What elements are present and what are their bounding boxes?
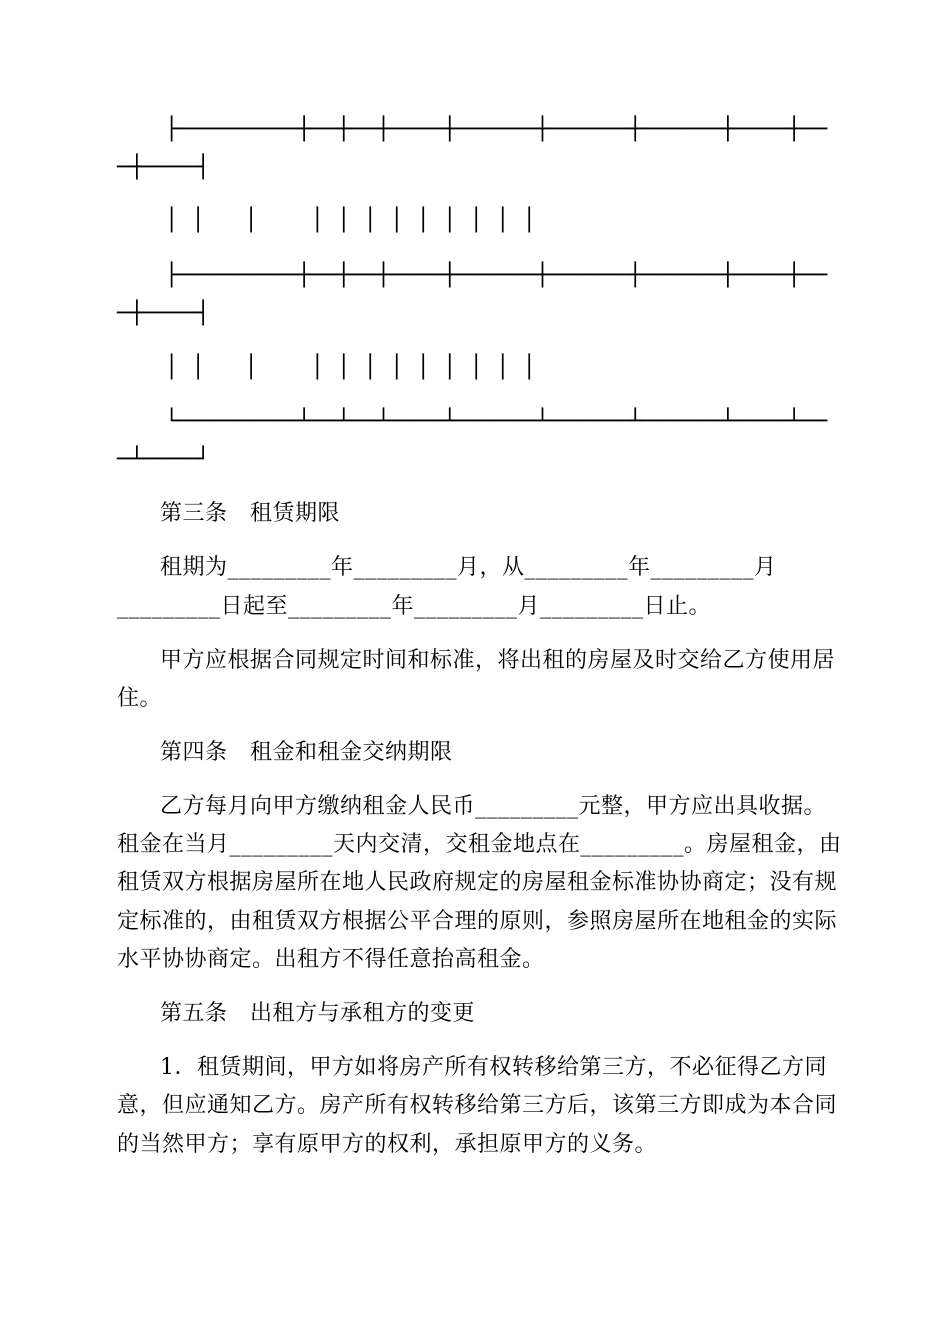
article3-term-line2: _________日起至_________年_________月_________日止。 <box>117 594 712 619</box>
article4-line1: 乙方每月向甲方缴纳租金人民币_________元整，甲方应出具收据。 <box>160 794 827 819</box>
article5-item1-line1: 1．租赁期间，甲方如将房产所有权转移给第三方，不必征得乙方同 <box>160 1055 827 1080</box>
table-border-row1-b: ─┼────┤ <box>117 155 210 180</box>
table-border-row2-a: ├─────────┼──┼──┼────┼──────┼──────┼──────┼────┼── <box>165 263 828 288</box>
article4-heading: 第四条 租金和租金交纳期限 <box>160 740 453 765</box>
article3-term-line1: 租期为_________年_________月，从_________年_________月 <box>160 555 777 580</box>
article5-item1-line3: 的当然甲方；享有原甲方的权利，承担原甲方的义务。 <box>117 1132 658 1157</box>
article5-heading: 第五条 出租方与承租方的变更 <box>160 1001 476 1026</box>
table-border-row2-b: ─┼────┤ <box>117 301 210 326</box>
article3-heading: 第三条 租赁期限 <box>160 501 341 526</box>
article4-line5: 水平协协商定。出租方不得任意抬高租金。 <box>117 947 545 972</box>
article3-handover-line2: 住。 <box>117 686 163 711</box>
article4-line4: 定标准的，由租赁双方根据公平合理的原则，参照房屋所在地租金的实际 <box>117 909 838 934</box>
article5-item1-line2: 意，但应通知乙方。房产所有权转移给第三方后，该第三方即成为本合同 <box>117 1093 838 1118</box>
table-cells-row2: │ │ │ │ │ │ │ │ │ │ │ │ <box>165 355 536 380</box>
table-border-row1-a: ├─────────┼──┼──┼────┼──────┼──────┼──────┼────┼── <box>165 117 828 142</box>
table-border-bottom-b: ─┴────┘ <box>117 447 210 472</box>
article3-handover-line1: 甲方应根据合同规定时间和标准，将出租的房屋及时交给乙方使用居 <box>160 648 836 673</box>
article4-line2: 租金在当月_________天内交清，交租金地点在_________。房屋租金，由 <box>117 832 842 857</box>
table-border-bottom-a: └─────────┴──┴──┴────┴──────┴──────┴──────┴────┴── <box>165 409 828 434</box>
article4-line3: 租赁双方根据房屋所在地人民政府规定的房屋租金标准协协商定；没有规 <box>117 870 838 895</box>
table-cells-row1: │ │ │ │ │ │ │ │ │ │ │ │ <box>165 208 536 233</box>
